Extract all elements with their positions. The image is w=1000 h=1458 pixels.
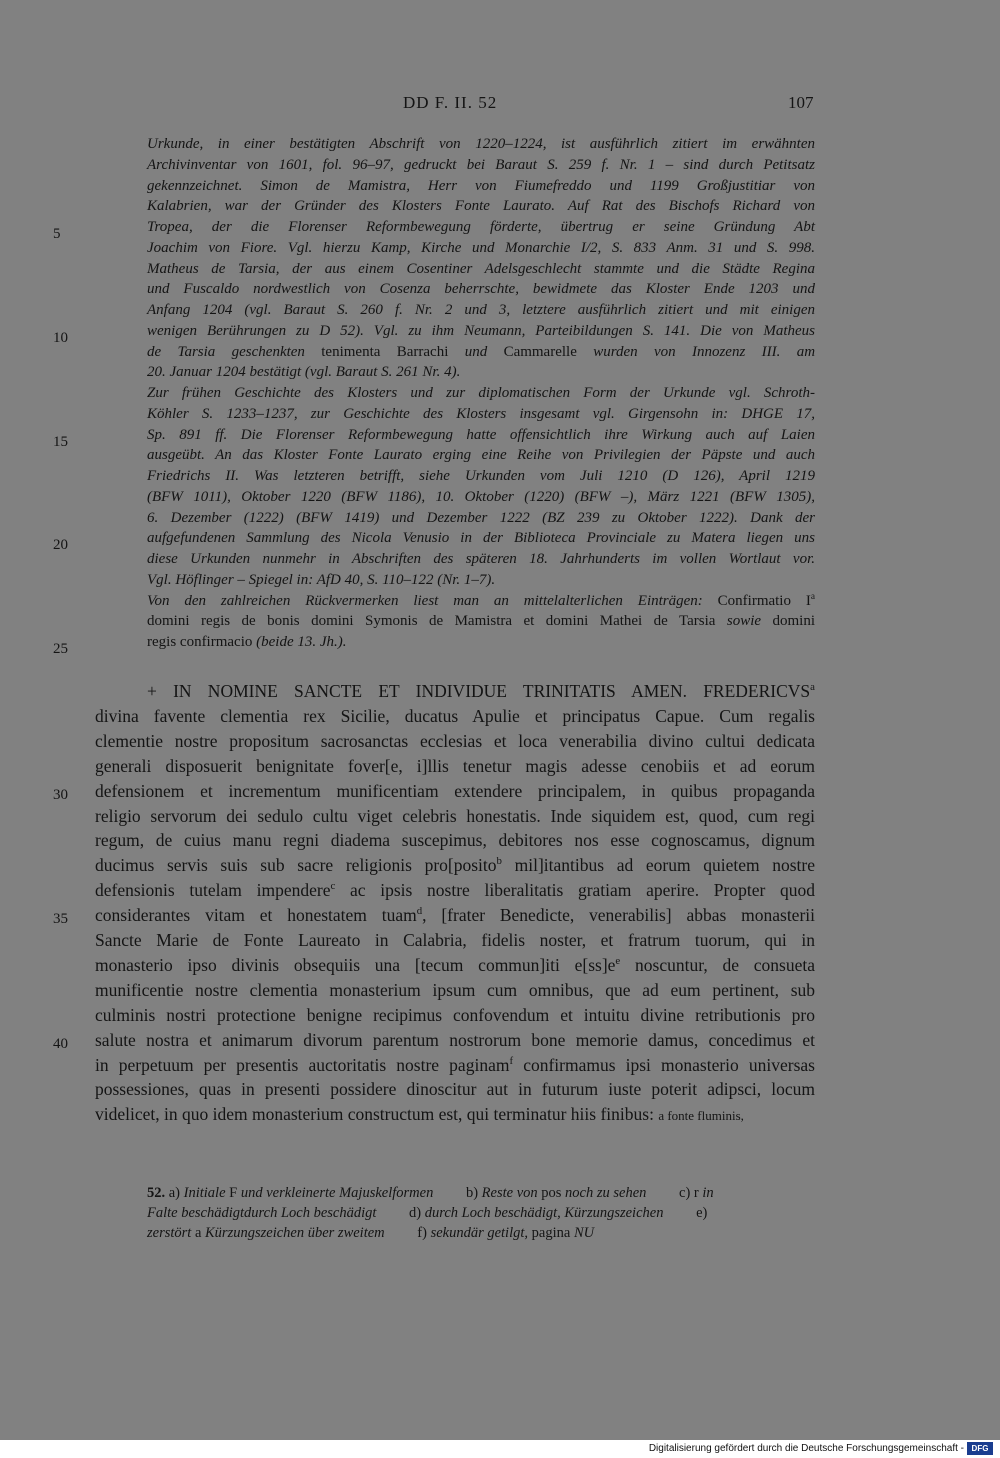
charter-text-span: possessiones, quas in presenti possidere dinoscitur aut in futurum iuste poterit adipsci, locum — [95, 1079, 815, 1100]
line-number: 15 — [53, 434, 68, 450]
running-header: DD F. II. 52 — [403, 93, 498, 112]
charter-text-span: salute nostra et animarum divorum parentum nostrorum bone memorie damus, concedimus et — [95, 1029, 815, 1050]
charter-text-span: culminis nostri protectione benigne recipimus confovendum et intuitu divine retributionis pro — [95, 1004, 815, 1025]
footnote-span: F — [225, 1185, 241, 1201]
footnote-marker: d — [416, 905, 423, 918]
commentary-line — [147, 613, 815, 630]
charter-line — [95, 980, 815, 1001]
commentary-line — [147, 157, 815, 174]
commentary-line — [147, 572, 815, 589]
footnote-marker: f — [509, 1054, 514, 1067]
commentary-text-span: Cammarelle — [503, 343, 577, 360]
commentary-text-span: gekennzeichnet. Simon de Mamistra, Herr von Fiumefreddo und 1199 Großjustitiar von — [147, 177, 815, 194]
commentary-text-span: domini regis de bonis domini Symonis de Mamistra et domini Mathei de Tarsia — [147, 613, 727, 630]
line-number: 5 — [53, 226, 61, 242]
commentary-text-span: und — [448, 343, 504, 360]
footnote-span: NU — [573, 1225, 595, 1241]
charter-text-span: religio servorum dei sedulo cultu viget celebris honestatis. Inde siquidem est, quod, cum regi — [95, 805, 815, 826]
charter-text-span: generali disposuerit benignitate fover[e, i]llis tenetur magis adesse cenobiis et ad eorum — [95, 755, 815, 776]
charter-line — [95, 1104, 815, 1125]
footnote-span: in — [698, 1185, 714, 1201]
page-number: 107 — [788, 93, 814, 112]
footnote-span: Kürzungszeichen über zweitem — [205, 1225, 385, 1241]
line-number: 10 — [53, 330, 68, 346]
commentary-text-span: diese Urkunden nunmehr in Abschriften des späteren 18. Jahrhunderts im vollen Wortlaut vor. — [147, 551, 815, 567]
commentary-line — [147, 468, 815, 485]
commentary-text-span: Matheus de Tarsia, der aus einem Cosentiner Adelsgeschlecht stammte und die Städte Regina — [147, 260, 815, 277]
footnote-span: durch Loch beschädigt — [244, 1205, 377, 1221]
charter-line — [95, 830, 815, 851]
commentary-line — [147, 385, 815, 402]
charter-text-span: ac ipsis nostre liberalitatis gratiam aperire. Propter quod — [335, 880, 816, 901]
footnote-span: b) — [433, 1185, 482, 1201]
commentary-line — [147, 281, 815, 298]
line-number: 35 — [53, 911, 68, 927]
commentary-line — [147, 240, 815, 257]
commentary-line — [147, 261, 815, 278]
commentary-line — [147, 447, 815, 464]
commentary-text-span: (beide 13. Jh.). — [256, 634, 347, 650]
commentary-text-span: Confirmatio I — [717, 592, 811, 609]
commentary-text-span: Kalabrien, war der Gründer des Klosters Fonte Laurato. Auf Rat des Bischofs Richard von — [147, 198, 815, 215]
commentary-text-span: und Fuscaldo nordwestlich von Cosenza beherrschte, bewidmete das Kloster Ende 1203 und — [147, 281, 815, 298]
commentary-text-span: Archivinventar von 1601, fol. 96–97, gedruckt bei Baraut S. 259 f. Nr. 1 – sind durch Petitsatz — [147, 156, 815, 173]
charter-line — [95, 806, 815, 827]
charter-text-span: Sancte Marie de Fonte Laureato in Calabria, fidelis noster, et fratrum tuorum, qui in — [95, 930, 815, 950]
footnote-marker: b — [496, 855, 502, 868]
charter-text-span: in perpetuum per presentis auctoritatis nostre paginam — [95, 1054, 510, 1075]
footnote-marker: a — [810, 681, 815, 694]
footnote-span: f) — [384, 1225, 431, 1241]
charter-line — [95, 955, 815, 976]
footnote-span: noch zu sehen — [565, 1185, 647, 1201]
commentary-text-span: de Tarsia geschenkten — [147, 343, 322, 360]
footnote-line — [147, 1205, 711, 1222]
charter-text-span: regum, de cuius manu regni diadema suscepimus, debitores nos esse cognoscamus, dignum — [95, 830, 815, 851]
commentary-text-span: Friedrichs II. Was letzteren betrifft, siehe Urkunden vom Juli 1210 (D 126), April 1219 — [147, 468, 815, 484]
charter-text-span: defensionem et incrementum munificentiam extendere principalem, in quibus propaganda — [95, 780, 815, 801]
footnote-span: pos — [537, 1185, 566, 1201]
line-number: 20 — [53, 537, 68, 553]
charter-text-span: , [frater Benedicte, venerabilis] abbas monasterii — [422, 905, 815, 926]
footnote-span: 52. — [147, 1185, 166, 1201]
commentary-text-span: tenimenta Barrachi — [321, 343, 449, 360]
footnote-span: a) — [165, 1185, 184, 1201]
footnote-span: Reste von — [481, 1185, 538, 1201]
charter-text-span: confirmamus ipsi monasterio universas — [513, 1054, 815, 1075]
commentary-line — [147, 364, 815, 381]
dfg-credit: Digitalisierung gefördert durch die Deutsche Forschungsgemeinschaft - — [648, 1443, 964, 1454]
commentary-text-span: 6. Dezember (1222) (BFW 1419) und Dezember 1222 (BZ 239 zu Oktober 1222). Dank der — [147, 509, 815, 526]
commentary-line — [147, 302, 815, 319]
commentary-text-span: aufgefundenen Sammlung des Nicola Venusio in der Biblioteca Provinciale zu Matera liegen uns — [147, 530, 815, 547]
commentary-line — [147, 593, 815, 610]
charter-text-span: divina favente clementia rex Sicilie, ducatus Apulie et principatus Capue. Cum regalis — [95, 705, 815, 726]
commentary-text-span: wurden von Innozenz III. am — [576, 343, 816, 360]
commentary-line — [147, 198, 815, 215]
charter-line — [95, 905, 815, 926]
footnote-marker: c — [330, 880, 336, 893]
charter-text-span: ducimus servis suis sub sacre religionis pro[posito — [95, 855, 497, 876]
charter-text-span: defensionis tutelam impendere — [95, 880, 331, 901]
invocatio-line — [147, 681, 815, 702]
line-number: 40 — [53, 1036, 68, 1052]
commentary-line — [147, 427, 815, 444]
commentary-text-span: Zur frühen Geschichte des Klosters und zur diplomatischen Form der Urkunde vgl. Schroth- — [147, 385, 815, 401]
commentary-text-span: (BFW 1011), Oktober 1220 (BFW 1186), 10. Oktober (1220) (BFW –), März 1221 (BFW 1305), — [147, 488, 815, 505]
commentary-text-span: 20. Januar 1204 bestätigt (vgl. Baraut S. 261 Nr. 4). — [147, 364, 461, 381]
charter-text-span: + IN NOMINE SANCTE ET INDIVIDUE TRINITATIS AMEN. FREDERICVS — [147, 681, 811, 701]
commentary-line — [147, 489, 815, 506]
footnote-line — [147, 1185, 714, 1202]
charter-line — [95, 781, 815, 802]
charter-text-span: considerantes vitam et honestatem tuam — [95, 905, 417, 926]
charter-line — [95, 930, 815, 951]
commentary-line — [147, 510, 815, 527]
commentary-text-span: Von den zahlreichen Rückvermerken liest man an mittelalterlichen Einträgen: — [147, 592, 718, 609]
charter-line — [95, 855, 815, 876]
charter-text-span: mil]itantibus ad eorum quietem nostre — [501, 855, 816, 876]
footnote-span: e) — [663, 1205, 711, 1221]
charter-line — [95, 1005, 815, 1026]
commentary-text-span: Urkunde, in einer bestätigten Abschrift von 1220–1224, ist ausführlich zitiert im erwähnten — [147, 136, 815, 152]
line-number: 25 — [53, 641, 68, 657]
commentary-line — [147, 406, 815, 423]
commentary-text-span: domini — [761, 613, 815, 630]
commentary-line — [147, 136, 815, 153]
commentary-line — [147, 530, 815, 547]
charter-line — [95, 706, 815, 727]
commentary-line — [147, 634, 815, 651]
commentary-line — [147, 551, 815, 568]
commentary-line — [147, 323, 815, 340]
commentary-line — [147, 178, 815, 195]
charter-line — [95, 731, 815, 752]
footnote-span: und verkleinerte Majuskelformen — [240, 1185, 434, 1201]
footnote-span: r — [693, 1185, 699, 1201]
commentary-line — [147, 344, 815, 361]
commentary-text-span: Tropea, der die Florenser Reformbewegung förderte, übertrug er seine Gründung Abt — [147, 219, 815, 235]
charter-line — [95, 1030, 815, 1051]
footnote-marker: a — [810, 591, 815, 602]
footnote-span: a — [191, 1225, 206, 1241]
charter-line — [95, 880, 815, 901]
commentary-text-span: ausgeübt. An das Kloster Fonte Laurato erging eine Reihe von Privilegien der Päpste und auch — [147, 447, 815, 464]
commentary-line — [147, 219, 815, 236]
commentary-text-span: Köhler S. 1233–1237, zur Geschichte des Klosters insgesamt vgl. Girgensohn in: DHGE 17, — [147, 405, 815, 422]
commentary-text-span: wenigen Berührungen zu D 52). Vgl. zu ihm Neumann, Parteibildungen S. 141. Die von Matheus — [147, 322, 815, 339]
footnote-span: Falte beschädigt — [147, 1205, 245, 1221]
footnote-span: sekundär getilgt, — [430, 1225, 529, 1241]
commentary-text-span: Joachim von Fiore. Vgl. hierzu Kamp, Kirche und Monarchie I/2, S. 833 Anm. 31 und S. 998. — [147, 239, 815, 256]
charter-text-span: clementie nostre propositum sacrosanctas ecclesias et loca venerabilia divino cultui dedicata — [95, 730, 815, 751]
commentary-text-span: Vgl. Höflinger – Spiegel in: AfD 40, S. 110–122 (Nr. 1–7). — [147, 571, 496, 588]
footnote-span: c) — [646, 1185, 694, 1201]
line-number: 30 — [53, 787, 68, 803]
footnote-span: pagina — [528, 1225, 574, 1241]
commentary-text-span: regis confirmacio — [147, 634, 257, 650]
footnote-span: d) — [376, 1205, 425, 1221]
commentary-text-span: Anfang 1204 (vgl. Baraut S. 260 f. Nr. 2 und 3, letztere ausführlich zitiert und mit einigen — [147, 302, 815, 318]
charter-text-span: monasterio ipso divinis obsequiis una [tecum commun]iti e[ss]e — [95, 954, 616, 975]
commentary-text-span: sowie — [726, 613, 762, 630]
charter-text-span: noscuntur, de consueta — [620, 954, 815, 975]
petitsatz-span: a fonte fluminis, — [658, 1108, 744, 1124]
charter-text-span: videlicet, in quo idem monasterium constructum est, qui terminatur hiis finibus: — [95, 1104, 659, 1125]
commentary-text-span: Sp. 891 ff. Die Florenser Reformbewegung hatte offensichtlich ihre Wirkung auch auf Laien — [147, 426, 815, 443]
footnote-span: durch Loch beschädigt, Kürzungszeichen — [424, 1205, 664, 1221]
dfg-logo-icon: DFG — [967, 1442, 993, 1455]
charter-line — [95, 1079, 815, 1100]
footnote-span: Initiale — [183, 1185, 226, 1201]
charter-line — [95, 756, 815, 777]
charter-text-span: munificentie nostre clementia monasterium ipsum cum omnibus, que ad eum pertinent, sub — [95, 979, 815, 1000]
footnote-marker: e — [615, 955, 621, 968]
footnote-span: zerstört — [147, 1225, 192, 1241]
charter-line — [95, 1055, 815, 1076]
footnote-line — [147, 1225, 594, 1242]
